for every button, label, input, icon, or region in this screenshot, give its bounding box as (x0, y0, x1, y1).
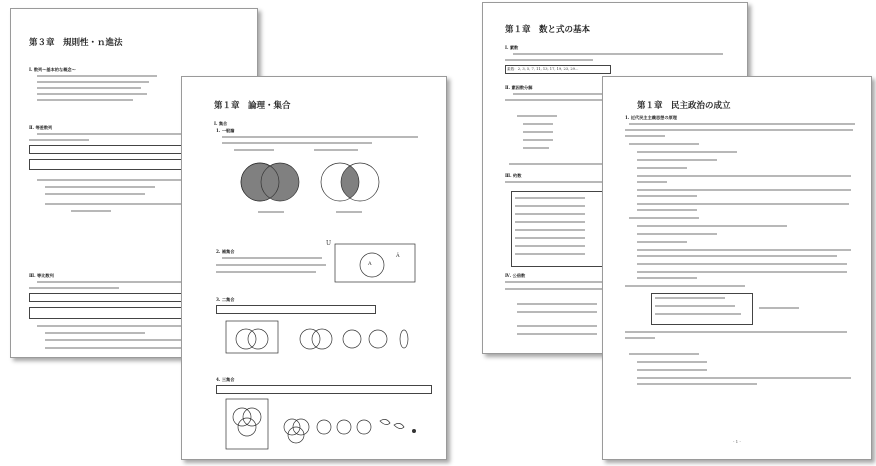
text-line (625, 285, 745, 287)
text-line (637, 159, 717, 161)
page-logic-sets[interactable] (181, 76, 447, 460)
text-line (515, 213, 585, 215)
section-heading: Ⅲ. 等比数列 (29, 273, 54, 278)
text-line (37, 99, 133, 101)
set-a-label: A (368, 261, 372, 267)
text-line (523, 131, 553, 133)
text-line (222, 136, 418, 138)
section-heading: Ⅲ. 約数 (505, 173, 522, 178)
section-heading: Ⅳ. 公倍数 (505, 273, 526, 278)
subsection-heading: 2. 補集合 (216, 249, 235, 254)
text-line (523, 123, 553, 125)
page-title: 第１章 数と式の基本 (505, 25, 591, 35)
text-line (637, 233, 717, 235)
text-line (505, 288, 605, 290)
text-line (637, 263, 847, 265)
text-line (314, 149, 358, 151)
text-line (234, 149, 274, 151)
page-democracy[interactable] (602, 76, 872, 460)
text-line (637, 195, 697, 197)
section-heading: Ⅱ. 等差数列 (29, 125, 53, 130)
text-line (637, 175, 851, 177)
text-line (637, 255, 837, 257)
text-line (629, 353, 699, 355)
text-line (45, 193, 145, 195)
text-line (45, 347, 195, 349)
text-line (222, 142, 372, 144)
text-line (637, 189, 851, 191)
text-line (655, 313, 741, 315)
text-line (515, 237, 585, 239)
text-line (45, 203, 185, 205)
section-heading: 1. 近代民主主義思想の原理 (625, 115, 677, 120)
text-line (509, 163, 609, 165)
complement-label: Ā (396, 253, 400, 259)
text-line (637, 249, 851, 251)
text-line (515, 221, 585, 223)
text-line (637, 225, 787, 227)
text-line (629, 123, 855, 125)
subsection-heading: 1. 一般論 (216, 128, 235, 133)
venn-diagram-complement (334, 243, 416, 283)
text-line (625, 135, 665, 137)
venn-diagram-two-sets (224, 319, 424, 355)
universal-set-label: U (326, 240, 332, 247)
text-line (655, 297, 725, 299)
text-line (517, 115, 557, 117)
text-line (637, 151, 737, 153)
text-line (625, 129, 853, 131)
text-line (513, 53, 723, 55)
text-line (258, 211, 284, 213)
text-line (637, 361, 707, 363)
formula-box (216, 385, 432, 394)
text-line (505, 181, 605, 183)
text-line (517, 325, 597, 327)
venn-diagram-three-sets (224, 397, 424, 453)
section-heading: Ⅰ. 数列〜基本的な概念〜 (29, 67, 76, 72)
text-line (216, 264, 326, 266)
text-line (517, 303, 597, 305)
text-line (629, 143, 699, 145)
text-line (37, 75, 157, 77)
text-line (29, 287, 119, 289)
text-line (523, 139, 553, 141)
text-line (45, 339, 185, 341)
text-line (515, 229, 585, 231)
text-line (637, 203, 849, 205)
section-heading: Ⅰ. 集合 (214, 121, 228, 126)
subsection-heading: 4. 三集合 (216, 377, 235, 382)
text-line (216, 271, 316, 273)
text-line (637, 181, 667, 183)
text-line (629, 217, 699, 219)
section-heading: Ⅰ. 素数 (505, 45, 519, 50)
text-line (336, 211, 362, 213)
text-line (515, 197, 585, 199)
text-line (625, 337, 655, 339)
text-line (637, 383, 757, 385)
section-heading: Ⅱ. 素因数分解 (505, 85, 533, 90)
subsection-heading: 3. 二集合 (216, 297, 235, 302)
text-line (517, 333, 597, 335)
text-line (515, 205, 585, 207)
text-line (37, 325, 187, 327)
text-line (637, 369, 707, 371)
text-line (655, 305, 735, 307)
page-title: 第１章 民主政治の成立 (637, 101, 731, 111)
text-line (759, 307, 799, 309)
prime-list: 素数：2, 3, 5, 7, 11, 13, 17, 19, 23, 29… (507, 66, 579, 71)
text-line (637, 241, 687, 243)
text-line (523, 147, 549, 149)
text-line (45, 186, 155, 188)
venn-diagram-union (230, 157, 310, 207)
text-line (37, 81, 149, 83)
text-line (625, 331, 847, 333)
text-line (637, 209, 697, 211)
page-title: 第１章 論理・集合 (214, 101, 291, 111)
text-line (637, 377, 851, 379)
text-line (222, 257, 322, 259)
text-line (505, 59, 593, 61)
venn-diagram-intersection (310, 157, 390, 207)
text-line (517, 311, 597, 313)
formula-box (216, 305, 376, 314)
text-line (45, 332, 145, 334)
page-number: - 1 - (733, 439, 741, 444)
text-line (637, 167, 687, 169)
text-line (29, 139, 89, 141)
text-line (515, 245, 585, 247)
text-line (505, 281, 605, 283)
text-line (71, 210, 111, 212)
text-line (37, 93, 147, 95)
text-line (37, 87, 141, 89)
page-title: 第３章 規則性・ｎ進法 (29, 38, 123, 48)
text-line (637, 277, 697, 279)
text-line (637, 271, 847, 273)
text-line (515, 253, 585, 255)
